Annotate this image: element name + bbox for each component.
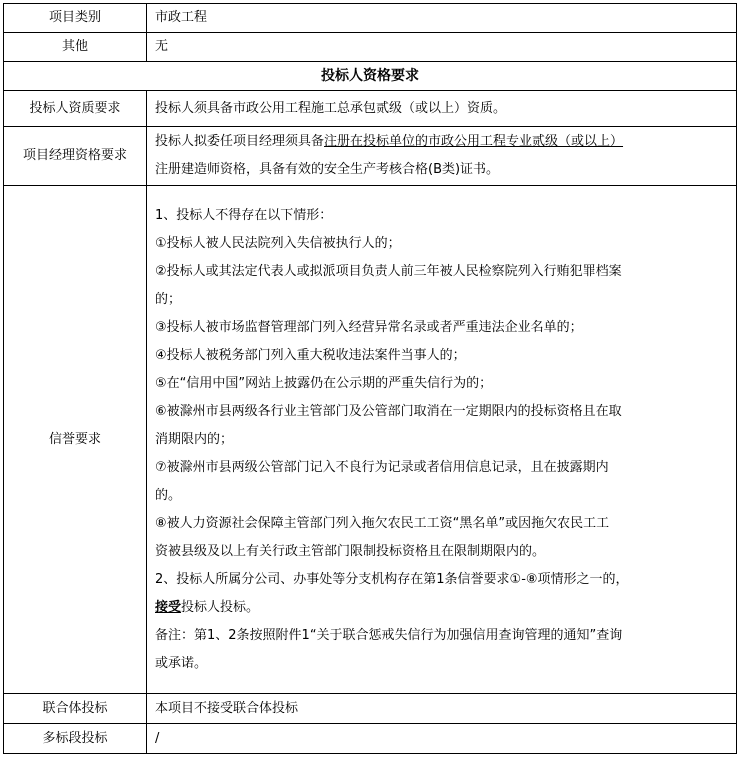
credit-line: 1、投标人不得存在以下情形： [155,207,333,223]
credit-line: ⑧被人力资源社会保障主管部门列入拖欠农民工工资“黑名单”或因拖欠农民工工 [155,515,610,531]
row-value: 投标人须具备市政公用工程施工总承包贰级（或以上）资质。 [147,91,737,127]
credit-line: 消期限内的； [155,431,234,447]
pm-line-2: 注册建造师资格，具备有效的安全生产考核合格(B类)证书。 [155,162,500,177]
credit-line: ②投标人或其法定代表人或拟派项目负责人前三年被人民检察院列入行贿犯罪档案 [155,263,622,279]
credit-line: ③投标人被市场监督管理部门列入经营异常名录或者严重违法企业名单的； [155,319,583,335]
credit-accept-line [155,594,728,622]
row-value: 本项目不接受联合体投标 [147,694,737,724]
table-row-project-type [4,4,737,33]
row-label: 联合体投标 [4,694,147,724]
row-label: 其他 [4,33,147,62]
table-row-other [4,33,737,62]
table-row-multi-lot [4,724,737,754]
bid-requirements-table [3,3,737,754]
section-title: 投标人资格要求 [4,62,737,91]
credit-line: 资被县级及以上有关行政主管部门限制投标资格且在限制期限内的。 [155,543,546,559]
table-row-qualification [4,91,737,127]
row-value: / [147,724,737,754]
pm-line-1 [155,128,728,156]
credit-note-line: 备注：第1、2条按照附件1“关于联合惩戒失信行为加强信用查询管理的通知”查询 [155,627,623,643]
credit-line: 的； [155,291,182,307]
credit-line: 的。 [155,487,182,503]
credit-line: ⑤在“信用中国”网站上披露仍在公示期的严重失信行为的； [155,375,493,391]
credit-line: ⑥被滁州市县两级各行业主管部门及公管部门取消在一定期限内的投标资格且在取 [155,403,622,419]
table-row-credit [4,186,737,694]
row-value: 无 [147,33,737,62]
credit-note-line: 或承诺。 [155,655,208,671]
table-row-consortium [4,694,737,724]
table-row-section-title [4,62,737,91]
credit-line: ④投标人被税务部门列入重大税收违法案件当事人的； [155,347,466,363]
credit-line: ①投标人被人民法院列入失信被执行人的； [155,235,401,251]
row-value [147,186,737,694]
credit-line: ⑦被滁州市县两级公管部门记入不良行为记录或者信用信息记录，且在披露期内 [155,459,609,475]
row-label: 信誉要求 [4,186,147,694]
row-value: 市政工程 [147,4,737,33]
row-value [147,127,737,186]
row-label: 项目经理资格要求 [4,127,147,186]
accept-rest-text: 投标人投标。 [181,599,260,615]
credit-line: 2、投标人所属分公司、办事处等分支机构存在第1条信誉要求①-⑧项情形之一的， [155,571,629,587]
accept-bold-text: 接受 [155,599,182,615]
row-label: 多标段投标 [4,724,147,754]
row-label: 项目类别 [4,4,147,33]
row-label: 投标人资质要求 [4,91,147,127]
pm-underlined-text: 注册在投标单位的市政公用工程专业贰级（或以上） [324,134,624,149]
pm-line-1-text: 投标人拟委任项目经理须具备 [155,134,325,149]
table-row-pm [4,127,737,186]
